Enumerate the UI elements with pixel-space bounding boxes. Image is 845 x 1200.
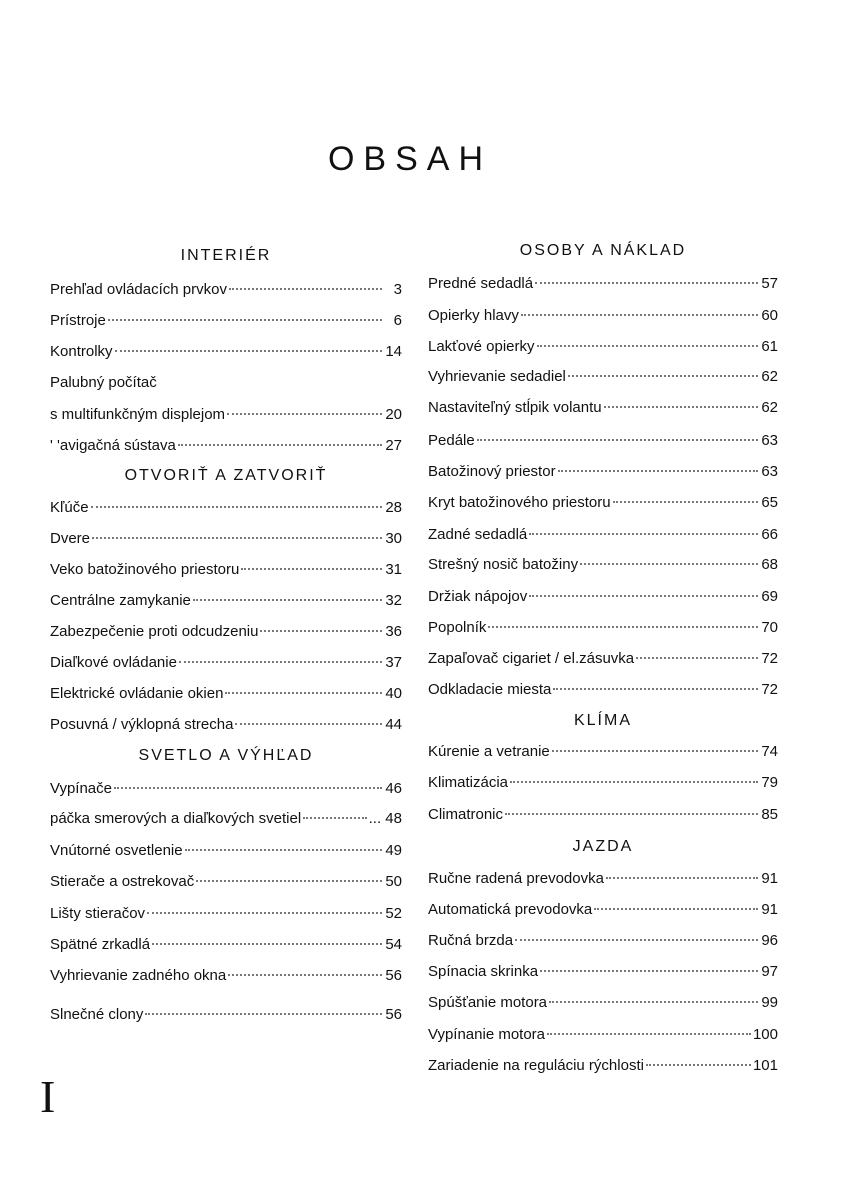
toc-entry-page: 37 — [385, 654, 402, 671]
toc-entry[interactable] — [428, 273, 778, 295]
toc-entry-title: Vnútorné osvetlenie — [50, 842, 183, 859]
dot-leader — [529, 595, 758, 597]
toc-entry-title: Spätné zrkadlá — [50, 936, 151, 953]
toc-entry-page: 46 — [385, 780, 402, 797]
dot-leader — [646, 1064, 751, 1066]
toc-entry-title: Prístroje — [50, 312, 106, 329]
section-heading-interier: INTERIÉR — [180, 247, 272, 264]
dot-leader — [515, 939, 758, 941]
toc-entry[interactable] — [428, 930, 778, 952]
dot-leader — [477, 439, 758, 441]
toc-entry-title: Prehľad ovládacích prvkov — [50, 281, 227, 298]
toc-entry-title: Kúrenie a vetranie — [428, 743, 550, 760]
toc-entry[interactable] — [50, 714, 402, 736]
toc-entry-page: 57 — [761, 275, 778, 292]
toc-entry[interactable] — [428, 554, 778, 576]
toc-entry-title: Strešný nosič batožiny — [428, 556, 579, 573]
dot-leader — [636, 657, 758, 659]
toc-entry-title: Nastaviteľný stĺpik volantu — [428, 399, 602, 416]
toc-entry-page: ... 48 — [368, 810, 402, 827]
toc-entry[interactable] — [50, 840, 402, 862]
toc-entry[interactable] — [50, 934, 402, 956]
dot-leader — [152, 943, 382, 945]
toc-entry-title: Posuvná / výklopná strecha — [50, 716, 234, 733]
dot-leader — [241, 568, 382, 570]
toc-entry[interactable] — [50, 871, 402, 893]
toc-entry-title: Diaľkové ovládanie — [50, 654, 177, 671]
toc-entry-page: 63 — [761, 463, 778, 480]
dot-leader — [196, 880, 382, 882]
toc-entry-page: 68 — [761, 556, 778, 573]
toc-entry-title: Kľúče — [50, 499, 89, 516]
toc-entry-title: páčka smerových a diaľkových svetiel — [50, 810, 302, 827]
section-heading-jazda: JAZDA — [572, 838, 634, 855]
toc-entry-title: Pedále — [428, 432, 475, 449]
toc-entry-title: Vypínanie motora — [428, 1026, 546, 1043]
page-title: OBSAH — [327, 140, 493, 178]
toc-entry[interactable] — [428, 741, 778, 763]
toc-entry-title: Batožinový priestor — [428, 463, 556, 480]
toc-entry-title: Centrálne zamykanie — [50, 592, 191, 609]
toc-entry[interactable] — [428, 430, 778, 452]
toc-entry-title: Slnečné clony — [50, 1006, 144, 1023]
dot-leader — [549, 1001, 758, 1003]
toc-entry-title: ' 'avigačná sústava — [50, 437, 176, 454]
toc-entry[interactable] — [50, 497, 402, 519]
toc-entry-page: 52 — [385, 905, 402, 922]
toc-entry-page: 97 — [761, 963, 778, 980]
section-heading-klima: KLÍMA — [573, 712, 632, 729]
toc-entry-page: 62 — [761, 399, 778, 416]
dot-leader — [547, 1033, 751, 1035]
toc-entry[interactable] — [428, 524, 778, 546]
toc-entry-title: Zabezpečenie proti odcudzeniu — [50, 623, 259, 640]
dot-leader — [185, 849, 382, 851]
dot-leader — [91, 506, 382, 508]
toc-entry[interactable] — [50, 808, 402, 830]
toc-entry-title: Predné sedadlá — [428, 275, 534, 292]
toc-entry-title: Lišty stieračov — [50, 905, 146, 922]
toc-entry-page: 66 — [761, 526, 778, 543]
toc-entry-page: 62 — [761, 368, 778, 385]
toc-entry[interactable] — [50, 528, 402, 550]
toc-entry-page: 65 — [761, 494, 778, 511]
toc-entry-page: 56 — [385, 967, 402, 984]
toc-entry[interactable] — [50, 1004, 402, 1026]
toc-entry-page: 20 — [385, 406, 402, 423]
toc-entry-title: Spúšťanie motora — [428, 994, 548, 1011]
toc-entry-title: Automatická prevodovka — [428, 901, 593, 918]
dot-leader — [229, 288, 382, 290]
toc-entry-title: Ručne radená prevodovka — [428, 870, 604, 887]
toc-entry[interactable] — [50, 279, 402, 301]
toc-entry[interactable] — [428, 397, 778, 419]
toc-entry-page: 49 — [385, 842, 402, 859]
section-heading-otvorit-a-zatvorit: OTVORIŤ A ZATVORIŤ — [124, 467, 328, 484]
toc-entry-page: 32 — [385, 592, 402, 609]
dot-leader — [535, 282, 758, 284]
dot-leader — [606, 877, 758, 879]
toc-entry-page: 28 — [385, 499, 402, 516]
dot-leader — [193, 599, 382, 601]
dot-leader — [225, 692, 382, 694]
toc-entry[interactable] — [50, 652, 402, 674]
toc-entry-page: 31 — [385, 561, 402, 578]
toc-entry-title: Palubný počítač — [50, 374, 157, 391]
toc-entry[interactable] — [428, 461, 778, 483]
toc-entry-page: 40 — [385, 685, 402, 702]
toc-entry-title: Zadné sedadlá — [428, 526, 528, 543]
toc-entry-title: Zariadenie na reguláciu rýchlosti — [428, 1057, 644, 1074]
toc-entry[interactable] — [50, 310, 402, 332]
toc-entry-page: 101 — [752, 1057, 778, 1074]
dot-leader — [558, 470, 758, 472]
toc-entry[interactable] — [50, 341, 402, 363]
dot-leader — [235, 723, 382, 725]
dot-leader — [303, 817, 366, 819]
toc-entry[interactable] — [428, 617, 778, 639]
toc-entry-page: 3 — [393, 281, 402, 298]
dot-leader — [529, 533, 758, 535]
toc-entry-page: 30 — [385, 530, 402, 547]
dot-leader — [580, 563, 758, 565]
toc-entry-page: 74 — [761, 743, 778, 760]
toc-entry-title: Vypínače — [50, 780, 112, 797]
toc-entry[interactable] — [50, 621, 402, 643]
dot-leader — [594, 908, 758, 910]
toc-entry[interactable] — [428, 1024, 778, 1046]
toc-entry-title: Držiak nápojov — [428, 588, 528, 605]
toc-entry-page: 91 — [761, 870, 778, 887]
dot-leader — [505, 813, 758, 815]
toc-entry-page: 72 — [761, 681, 778, 698]
toc-entry[interactable] — [50, 404, 402, 426]
section-marker: I — [40, 1071, 56, 1122]
section-heading-osoby-a-naklad: OSOBY A NÁKLAD — [519, 242, 687, 259]
toc-entry-page: 69 — [761, 588, 778, 605]
dot-leader — [228, 974, 382, 976]
toc-entry-page: 91 — [761, 901, 778, 918]
dot-leader — [553, 688, 758, 690]
toc-entry-page: 44 — [385, 716, 402, 733]
toc-entry-page: 70 — [761, 619, 778, 636]
toc-entry-page: 85 — [761, 806, 778, 823]
dot-leader — [115, 350, 382, 352]
toc-entry-title: Spínacia skrinka — [428, 963, 539, 980]
toc-entry[interactable] — [428, 899, 778, 921]
toc-entry-title: Opierky hlavy — [428, 307, 519, 324]
toc-entry-page: 54 — [385, 936, 402, 953]
toc-entry-page: 14 — [385, 343, 402, 360]
toc-entry[interactable] — [428, 336, 778, 358]
toc-entry-title: Climatronic — [428, 806, 504, 823]
toc-entry-page: 56 — [385, 1006, 402, 1023]
toc-entry[interactable] — [428, 586, 778, 608]
toc-entry[interactable] — [428, 804, 778, 826]
toc-entry[interactable] — [50, 965, 402, 987]
toc-entry-page: 96 — [761, 932, 778, 949]
dot-leader — [537, 345, 758, 347]
dot-leader — [179, 661, 382, 663]
dot-leader — [552, 750, 758, 752]
toc-entry-title: Vyhrievanie zadného okna — [50, 967, 227, 984]
toc-entry-page: 6 — [393, 312, 402, 329]
toc-entry-page: 79 — [761, 774, 778, 791]
toc-entry[interactable] — [50, 903, 402, 925]
dot-leader — [92, 537, 382, 539]
toc-entry-page: 50 — [385, 873, 402, 890]
toc-entry[interactable] — [50, 559, 402, 581]
toc-entry-title: Elektrické ovládanie okien — [50, 685, 224, 702]
dot-leader — [568, 375, 758, 377]
toc-entry-page: 61 — [761, 338, 778, 355]
toc-entry-title: Popolník — [428, 619, 487, 636]
toc-entry[interactable] — [428, 648, 778, 670]
dot-leader — [613, 501, 758, 503]
dot-leader — [521, 314, 758, 316]
toc-entry[interactable] — [50, 435, 402, 457]
dot-leader — [227, 413, 382, 415]
toc-entry-title: Zapaľovač cigariet / el.zásuvka — [428, 650, 635, 667]
dot-leader — [108, 319, 382, 321]
toc-entry[interactable] — [428, 992, 778, 1014]
dot-leader — [260, 630, 382, 632]
dot-leader — [540, 970, 758, 972]
toc-entry-page: 63 — [761, 432, 778, 449]
toc-entry[interactable] — [428, 679, 778, 701]
toc-entry[interactable] — [428, 772, 778, 794]
dot-leader — [178, 444, 382, 446]
toc-entry[interactable] — [428, 492, 778, 514]
toc-entry[interactable] — [428, 1055, 778, 1077]
toc-entry-title: Vyhrievanie sedadiel — [428, 368, 566, 385]
section-heading-svetlo-a-vyhlad: SVETLO A VÝHĽAD — [138, 747, 314, 764]
toc-entry-page: 99 — [761, 994, 778, 1011]
toc-entry[interactable] — [428, 961, 778, 983]
dot-leader — [488, 626, 758, 628]
toc-entry-title: Lakťové opierky — [428, 338, 535, 355]
toc-entry[interactable] — [428, 305, 778, 327]
toc-entry-title: s multifunkčným displejom — [50, 406, 226, 423]
dot-leader — [145, 1013, 382, 1015]
toc-entry[interactable] — [50, 778, 402, 800]
toc-entry-title: Klimatizácia — [428, 774, 509, 791]
dot-leader — [147, 912, 382, 914]
toc-entry-page: 100 — [752, 1026, 778, 1043]
toc-entry-title: Odkladacie miesta — [428, 681, 552, 698]
toc-entry-title: Kontrolky — [50, 343, 113, 360]
toc-entry-title: Kryt batožinového priestoru — [428, 494, 611, 511]
toc-entry-page: 36 — [385, 623, 402, 640]
dot-leader — [604, 406, 758, 408]
toc-entry-page: 72 — [761, 650, 778, 667]
dot-leader — [510, 781, 758, 783]
toc-entry[interactable] — [50, 683, 402, 705]
toc-entry-title: Veko batožinového priestoru — [50, 561, 240, 578]
toc-entry-page: 60 — [761, 307, 778, 324]
toc-entry[interactable] — [428, 366, 778, 388]
toc-entry[interactable] — [50, 372, 402, 394]
toc-entry-page: 27 — [385, 437, 402, 454]
toc-entry-title: Ručná brzda — [428, 932, 514, 949]
dot-leader — [114, 787, 382, 789]
toc-entry[interactable] — [428, 868, 778, 890]
toc-entry-title: Stierače a ostrekovač — [50, 873, 195, 890]
toc-entry-title: Dvere — [50, 530, 91, 547]
toc-entry[interactable] — [50, 590, 402, 612]
